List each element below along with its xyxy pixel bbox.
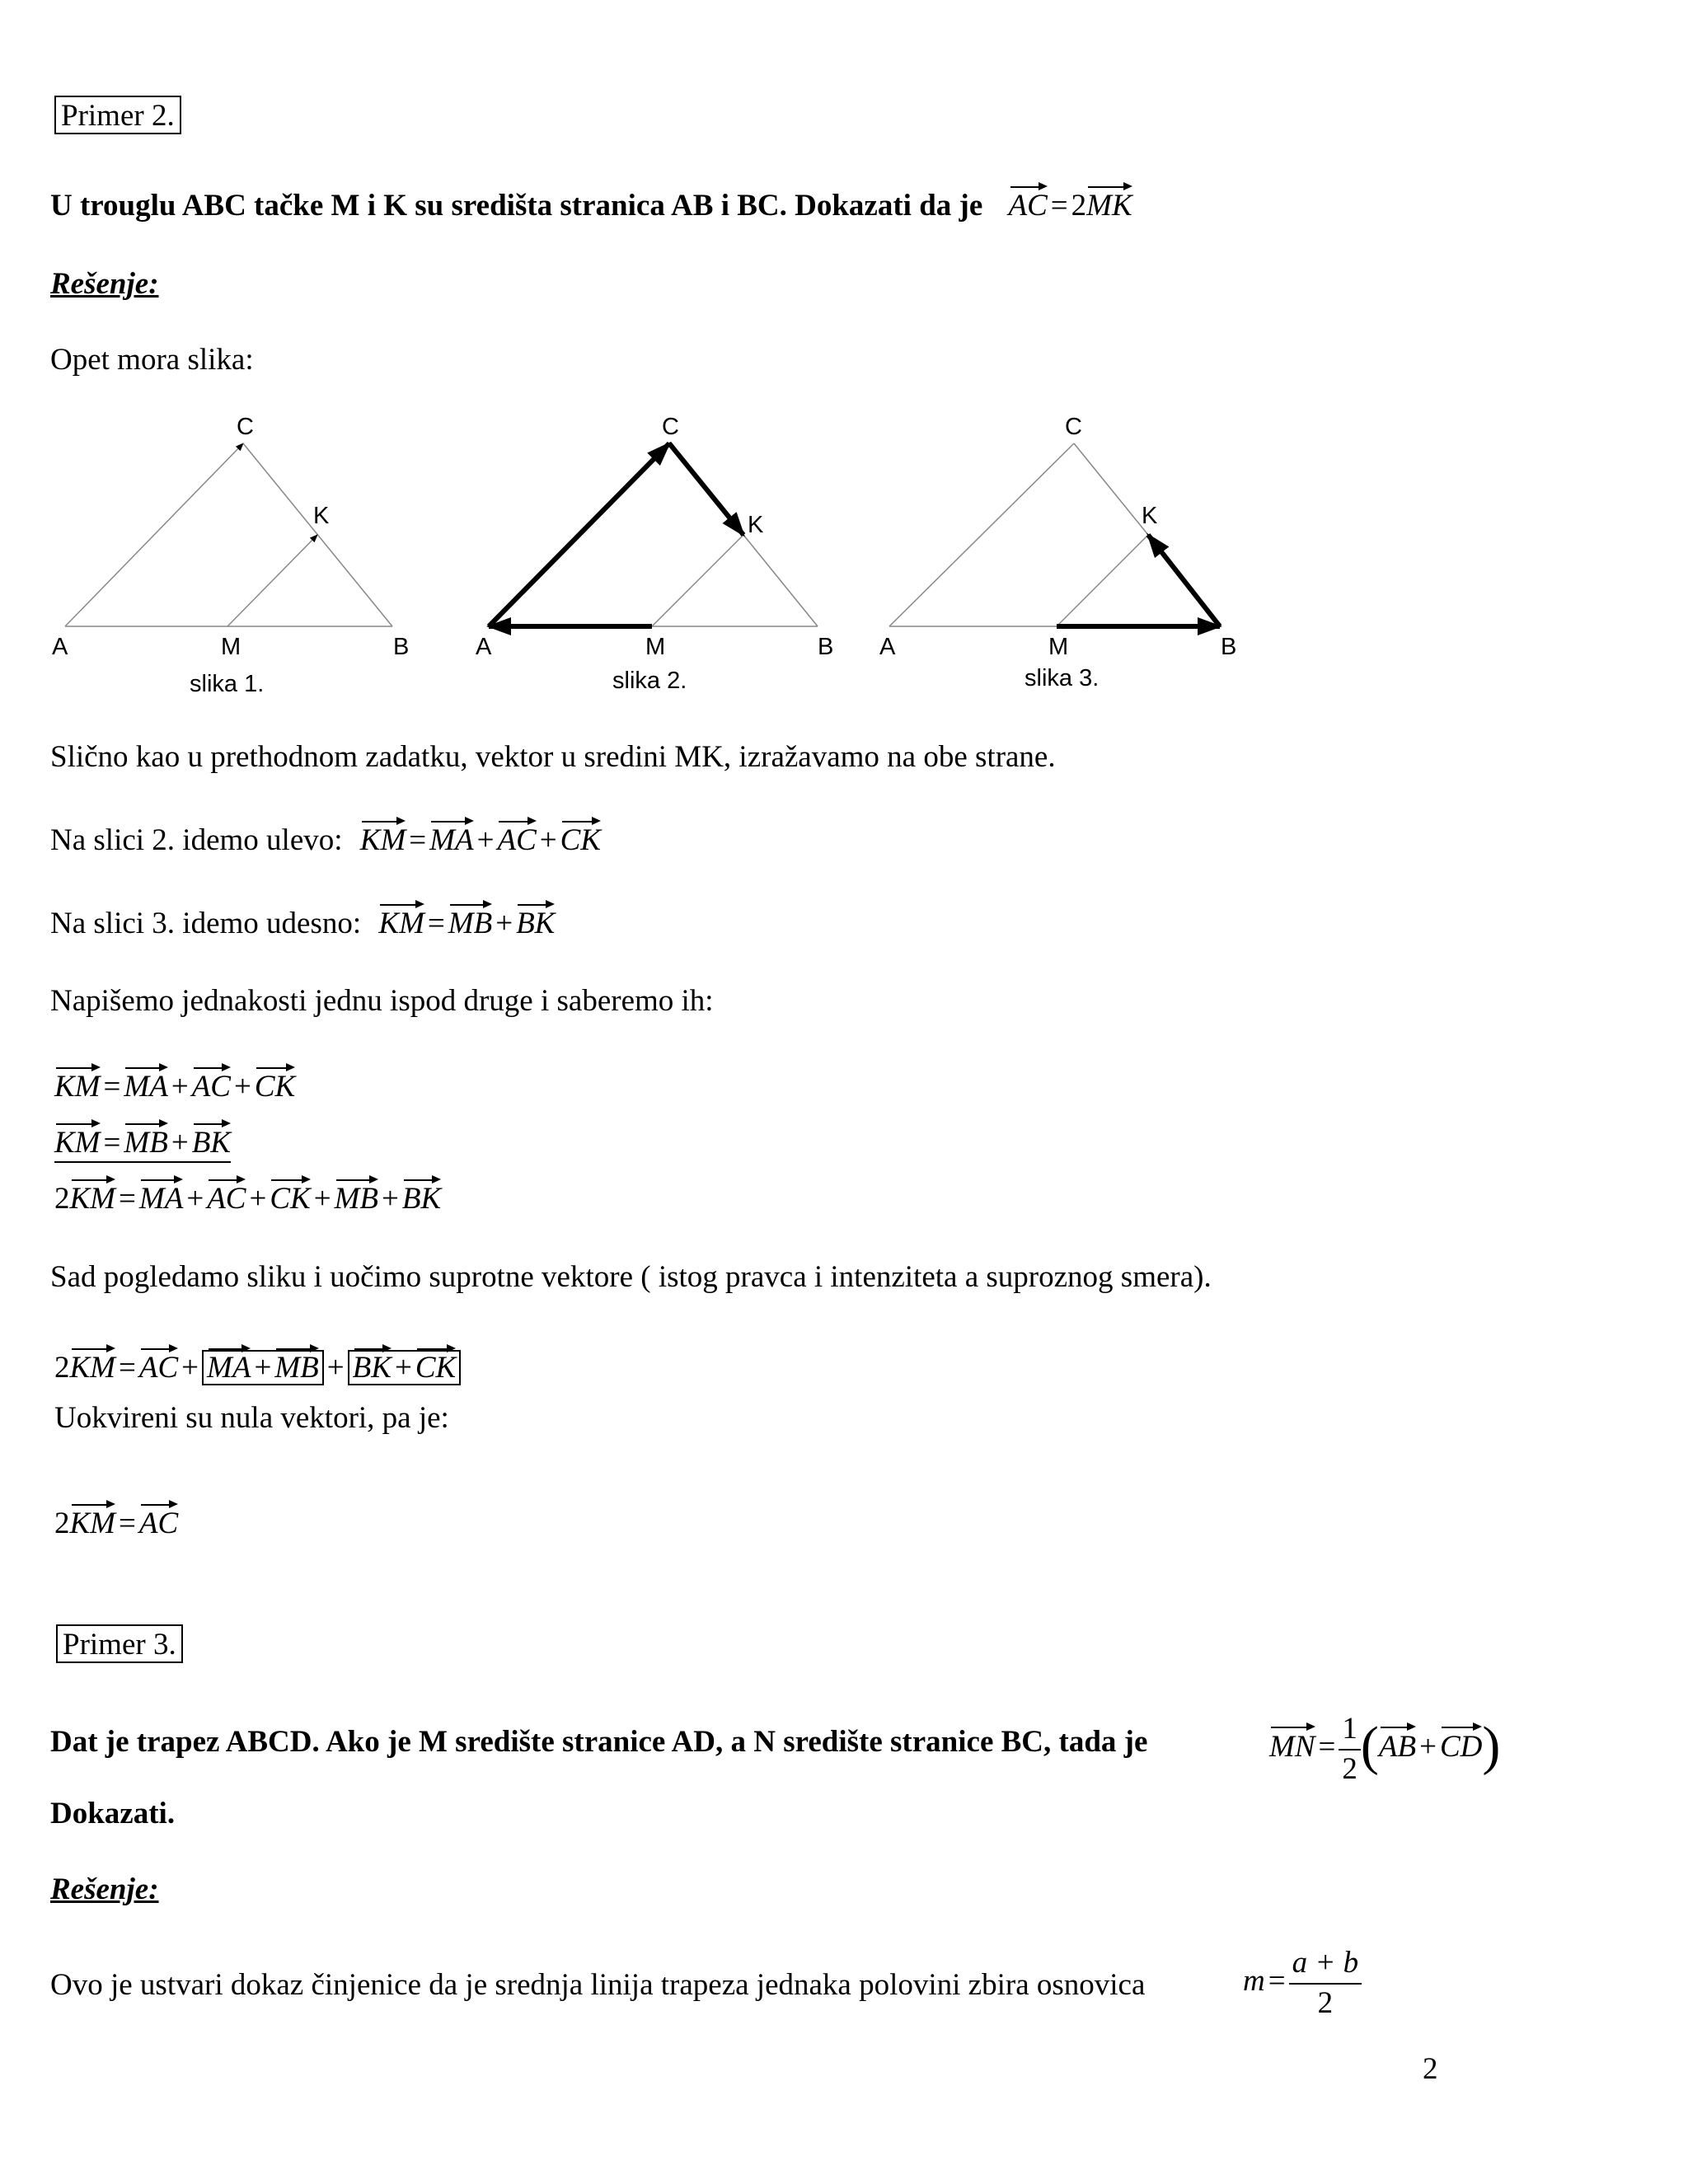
formula-left: KM = MA + AC + CK [359,823,601,857]
segment-ck [1074,443,1148,535]
equation-result: 2KM = AC [54,1507,179,1540]
vertex-b-label: B [818,634,834,660]
solution-heading: Rešenje: [50,267,159,301]
caption-figure-3: slika 3. [1025,665,1100,691]
vertex-m-label: M [1048,634,1069,660]
segment-ac [65,443,243,626]
vector-ac [489,443,669,626]
equation-2: KM = MB + BK [54,1127,231,1158]
line-go-right: Na slici 3. idemo udesno: KM = MB + BK [50,907,556,940]
para-opposite: Sad pogledamo sliku i uočimo suprotne vektore ( istog pravca i intenziteta a suproznog smera). [50,1260,1212,1294]
formula-right: KM = MB + BK [378,907,556,940]
para-zero: Uokvireni su nula vektori, pa je: [54,1401,449,1435]
vertex-c-label: C [1065,414,1082,440]
vertex-a-label: A [52,634,68,660]
intro-text: Opet mora slika: [50,343,254,377]
vertex-m-label: M [221,634,241,660]
segment-mk [652,535,743,626]
zero-vector-box-2: BK + CK [348,1350,462,1385]
equation-sum: 2KM = MA + AC + CK + MB + BK [54,1182,442,1216]
vector-ck [669,443,743,535]
equation-1: KM = MA + AC + CK [54,1070,296,1104]
figure-1 [52,414,409,697]
solution-heading-2: Rešenje: [50,1872,159,1906]
figure-3 [879,414,1236,691]
para-similar: Slično kao u prethodnom zadatku, vektor u sredini MK, izražavamo na obe strane. [50,740,1056,774]
vertex-c-label: C [662,414,679,440]
vertex-b-label: B [393,634,410,660]
example-3-problem [50,1727,1147,1757]
vertex-c-label: C [237,414,254,440]
vertex-a-label: A [476,634,492,660]
caption-figure-1: slika 1. [190,671,265,697]
zero-vector-box-1: MA + MB [202,1350,324,1385]
figure-2 [476,414,833,694]
midline-formula: m = $\frac{a + b}{2}$ [1243,1947,1362,2020]
example-2-problem [50,190,1132,221]
vertex-k-label: K [748,512,764,538]
proof-text: Ovo je ustvari dokaz činjenice da je srednja linija trapeza jednaka polovini zbira osnovica [50,1968,1146,2002]
problem-statement: U trouglu ABC tačke M i K su središta stranica AB i BC. Dokazati da je [50,189,983,223]
segment-ac [889,443,1074,626]
segment-mk [1057,535,1148,626]
vertex-k-label: K [313,503,330,529]
prove-text: Dokazati. [50,1797,176,1830]
vertex-b-label: B [1221,634,1237,660]
page-number: 2 [1423,2052,1438,2086]
trapezoid-formula: MN = $\frac{1}{2}$ (AB + CD) [1269,1712,1501,1786]
segment-cb [243,443,392,626]
problem-formula: AC = 2MK [1008,189,1132,223]
equation-grouped: 2KM = AC + MA + MB + BK + CK [54,1350,461,1385]
para-add: Napišemo jednakosti jednu ispod druge i saberemo ih: [50,984,714,1018]
vertex-m-label: M [645,634,666,660]
vertex-a-label: A [879,634,896,660]
example-2-label: Primer 2. [54,96,181,134]
triangle-figures [41,408,1327,705]
example-3-label: Primer 3. [56,1624,183,1663]
segment-kb [743,535,818,626]
segment-mk [227,535,317,626]
caption-figure-2: slika 2. [612,668,687,694]
vector-bk [1148,535,1220,626]
vertex-k-label: K [1142,503,1158,529]
line-go-left: Na slici 2. idemo ulevo: KM = MA + AC + CK [50,823,601,857]
problem-statement: Dat je trapez ABCD. Ako je M središte stranice AD, a N središte stranice BC, tada je [50,1725,1148,1759]
